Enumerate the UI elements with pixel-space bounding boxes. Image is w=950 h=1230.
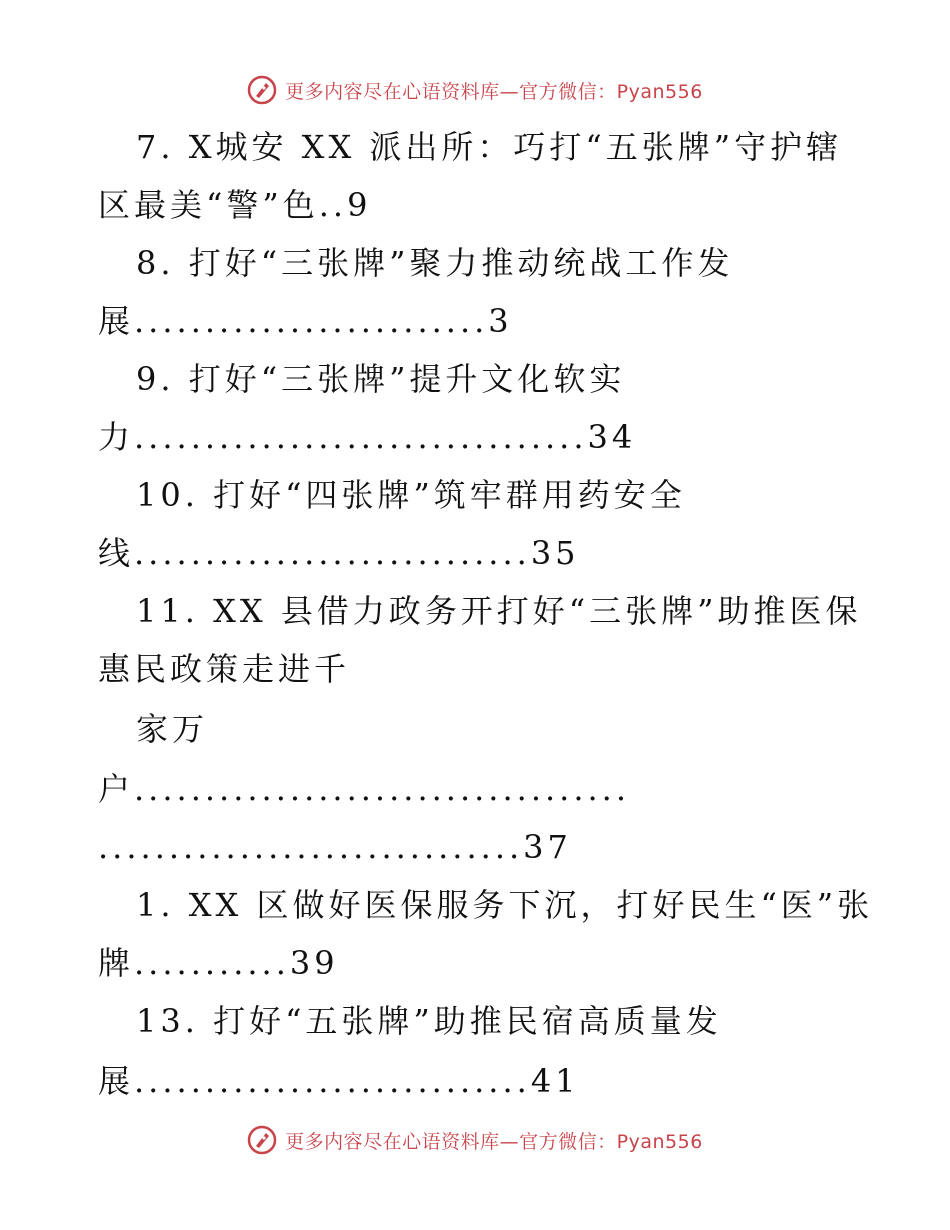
watermark-header	[0, 70, 950, 110]
toc-entry-9[interactable]: 9. 打好“三张牌”提升文化软实	[136, 360, 626, 398]
toc-entry-12[interactable]: 1. XX 区做好医保服务下沉，打好民生“医”张	[136, 886, 874, 924]
toc-entry-11-cont[interactable]: 惠民政策走进千	[98, 650, 351, 688]
toc-entry-12-cont[interactable]: 牌...........39	[98, 944, 339, 982]
toc-entry-9-cont[interactable]: 力................................34	[98, 418, 637, 456]
toc-entry-8-cont[interactable]: 展.........................3	[98, 302, 513, 340]
toc-entry-11-cont3[interactable]: 户...................................	[98, 770, 631, 808]
watermark-text: 更多内容尽在心语资料库—官方微信：Pyan556	[285, 1130, 703, 1153]
toc-entry-13-cont[interactable]: 展............................41	[98, 1062, 580, 1100]
pen-nib-icon	[247, 75, 277, 105]
toc-entry-8[interactable]: 8. 打好“三张牌”聚力推动统战工作发	[136, 244, 734, 282]
toc-entry-11-cont2[interactable]: 家万	[136, 710, 209, 748]
toc-entry-7-cont[interactable]: 区最美“警”色..9	[98, 186, 372, 224]
toc-entry-11[interactable]: 11. XX 县借力政务开打好“三张牌”助推医保	[136, 592, 862, 630]
toc-entry-13[interactable]: 13. 打好“五张牌”助推民宿高质量发	[136, 1002, 722, 1040]
toc-entry-7[interactable]: 7. X城安 XX 派出所：巧打“五张牌”守护辖	[136, 128, 843, 166]
toc-entry-10-cont[interactable]: 线............................35	[98, 534, 580, 572]
watermark-footer	[0, 1120, 950, 1160]
pen-nib-icon	[247, 1125, 277, 1155]
toc-entry-10[interactable]: 10. 打好“四张牌”筑牢群用药安全	[136, 476, 686, 514]
watermark-text: 更多内容尽在心语资料库—官方微信：Pyan556	[285, 80, 703, 103]
toc-entry-11-cont4[interactable]: ..............................37	[98, 828, 572, 866]
